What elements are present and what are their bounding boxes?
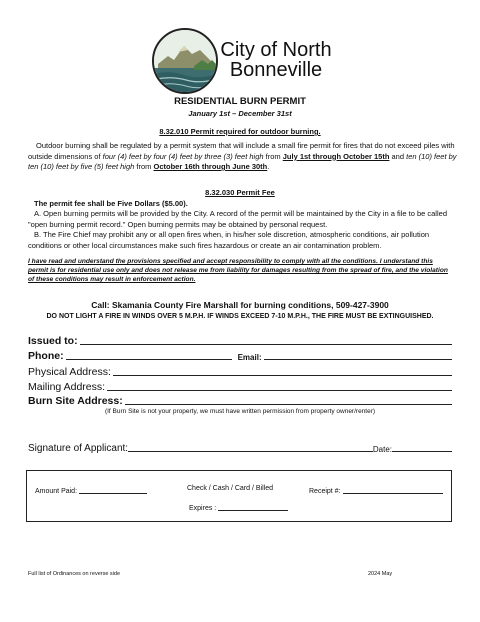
- receipt-label: Receipt #:: [309, 488, 341, 495]
- mailing-address-row: [28, 379, 452, 393]
- date-label: Date:: [372, 445, 392, 454]
- expires-group: [189, 502, 288, 512]
- amount-paid-field[interactable]: [79, 485, 147, 494]
- payment-methods: Check / Cash / Card / Billed: [187, 485, 273, 492]
- para1-text-a: Outdoor burning shall be regulated by a permit system that will include a small fire permit for fires that do not exceed piles with outside dimensions of: [28, 141, 455, 161]
- expires-field[interactable]: [218, 502, 288, 511]
- amount-paid-label: Amount Paid:: [35, 488, 78, 495]
- physical-address-row: [28, 364, 452, 378]
- mountain-river-icon: [154, 30, 216, 92]
- physical-address-field[interactable]: [113, 365, 452, 376]
- burn-site-note: (If Burn Site is not your property, we must have written permission from property owner/renter): [104, 408, 376, 415]
- permit-fee: The permit fee shall be Five Dollars ($5.00).: [34, 199, 188, 208]
- phone-field[interactable]: [66, 349, 232, 360]
- para1-large-dims: ten (10) feet by ten (10) feet by five (5) feet high: [28, 151, 457, 171]
- paragraph-b: B. The Fire Chief may prohibit any or all open fires when, in his/her sole discretion, atmospheric conditions, air pollution conditions or other local circumstances make such fires hazardous or create an air contamination problem.: [28, 230, 430, 250]
- date-field[interactable]: [392, 441, 452, 452]
- para1-small-dims: four (4) feet by four (4) feet by three (3) feet high: [102, 151, 264, 161]
- email-label: Email:: [237, 353, 262, 362]
- para1-text-c: from: [263, 151, 283, 161]
- logo-name-line1: City of North: [220, 39, 332, 61]
- issued-to-label: Issued to:: [28, 335, 78, 347]
- mailing-address-label: Mailing Address:: [28, 381, 106, 393]
- permit-dates: January 1st – December 31st: [188, 109, 292, 118]
- fire-marshall-call: Call: Skamania County Fire Marshall for burning conditions, 509-427-3900: [91, 300, 389, 310]
- issued-to-row: [28, 333, 452, 347]
- para1-text-g: from: [134, 162, 154, 171]
- signature-label: Signature of Applicant:: [28, 443, 129, 454]
- para1-winter-period: October 16th through June 30th: [153, 162, 268, 171]
- logo-name-line2: Bonneville: [229, 59, 323, 81]
- city-logo: [152, 28, 218, 94]
- burn-site-field[interactable]: [125, 394, 452, 405]
- section-heading-810: 8.32.010 Permit required for outdoor burning.: [159, 127, 321, 136]
- receipt-field[interactable]: [343, 485, 443, 494]
- expires-label: Expires :: [189, 505, 217, 512]
- footer-version: 2024 May: [368, 571, 393, 577]
- phone-email-row: [28, 348, 452, 362]
- footer-ordinances-note: Full list of Ordinances on reverse side: [28, 571, 121, 577]
- burn-site-label: Burn Site Address:: [28, 395, 123, 407]
- issued-to-field[interactable]: [80, 334, 452, 345]
- acknowledgement-text: I have read and understand the provisions specified and accept responsibility to comply with all the conditions. I understand this permit is for residential use only and does not release me from liability for damages resulting from the spread of fire, and the violation of these conditions may result in enforcement action.: [28, 258, 448, 283]
- mailing-address-field[interactable]: [107, 380, 452, 391]
- signature-field[interactable]: [128, 441, 373, 452]
- para1-text-e: and: [389, 151, 407, 161]
- email-field[interactable]: [264, 349, 452, 360]
- section-heading-830: 8.32.030 Permit Fee: [205, 188, 275, 197]
- outdoor-burning-paragraph: [28, 141, 458, 173]
- office-use-box: [26, 470, 452, 522]
- permit-title: RESIDENTIAL BURN PERMIT: [174, 96, 306, 107]
- phone-label: Phone:: [28, 350, 64, 362]
- burn-site-row: [28, 393, 452, 407]
- physical-address-label: Physical Address:: [28, 366, 111, 378]
- wind-warning: DO NOT LIGHT A FIRE IN WINDS OVER 5 M.P.H. IF WINDS EXCEED 7-10 M.P.H., THE FIRE MUST BE EXTINGUISHED.: [46, 313, 434, 320]
- paragraph-a: A. Open burning permits will be provided by the City. A record of the permit will be maintained by the City in a file to be called "open burning permit record." Open burning permits may be obtained by personal request.: [28, 209, 447, 229]
- para1-summer-period: July 1st through October 15th: [282, 151, 390, 161]
- amount-paid-group: [35, 485, 147, 495]
- logo-city-name: [218, 40, 334, 80]
- signature-row: [28, 440, 452, 454]
- receipt-group: [309, 485, 443, 495]
- para1-text-i: .: [267, 162, 270, 171]
